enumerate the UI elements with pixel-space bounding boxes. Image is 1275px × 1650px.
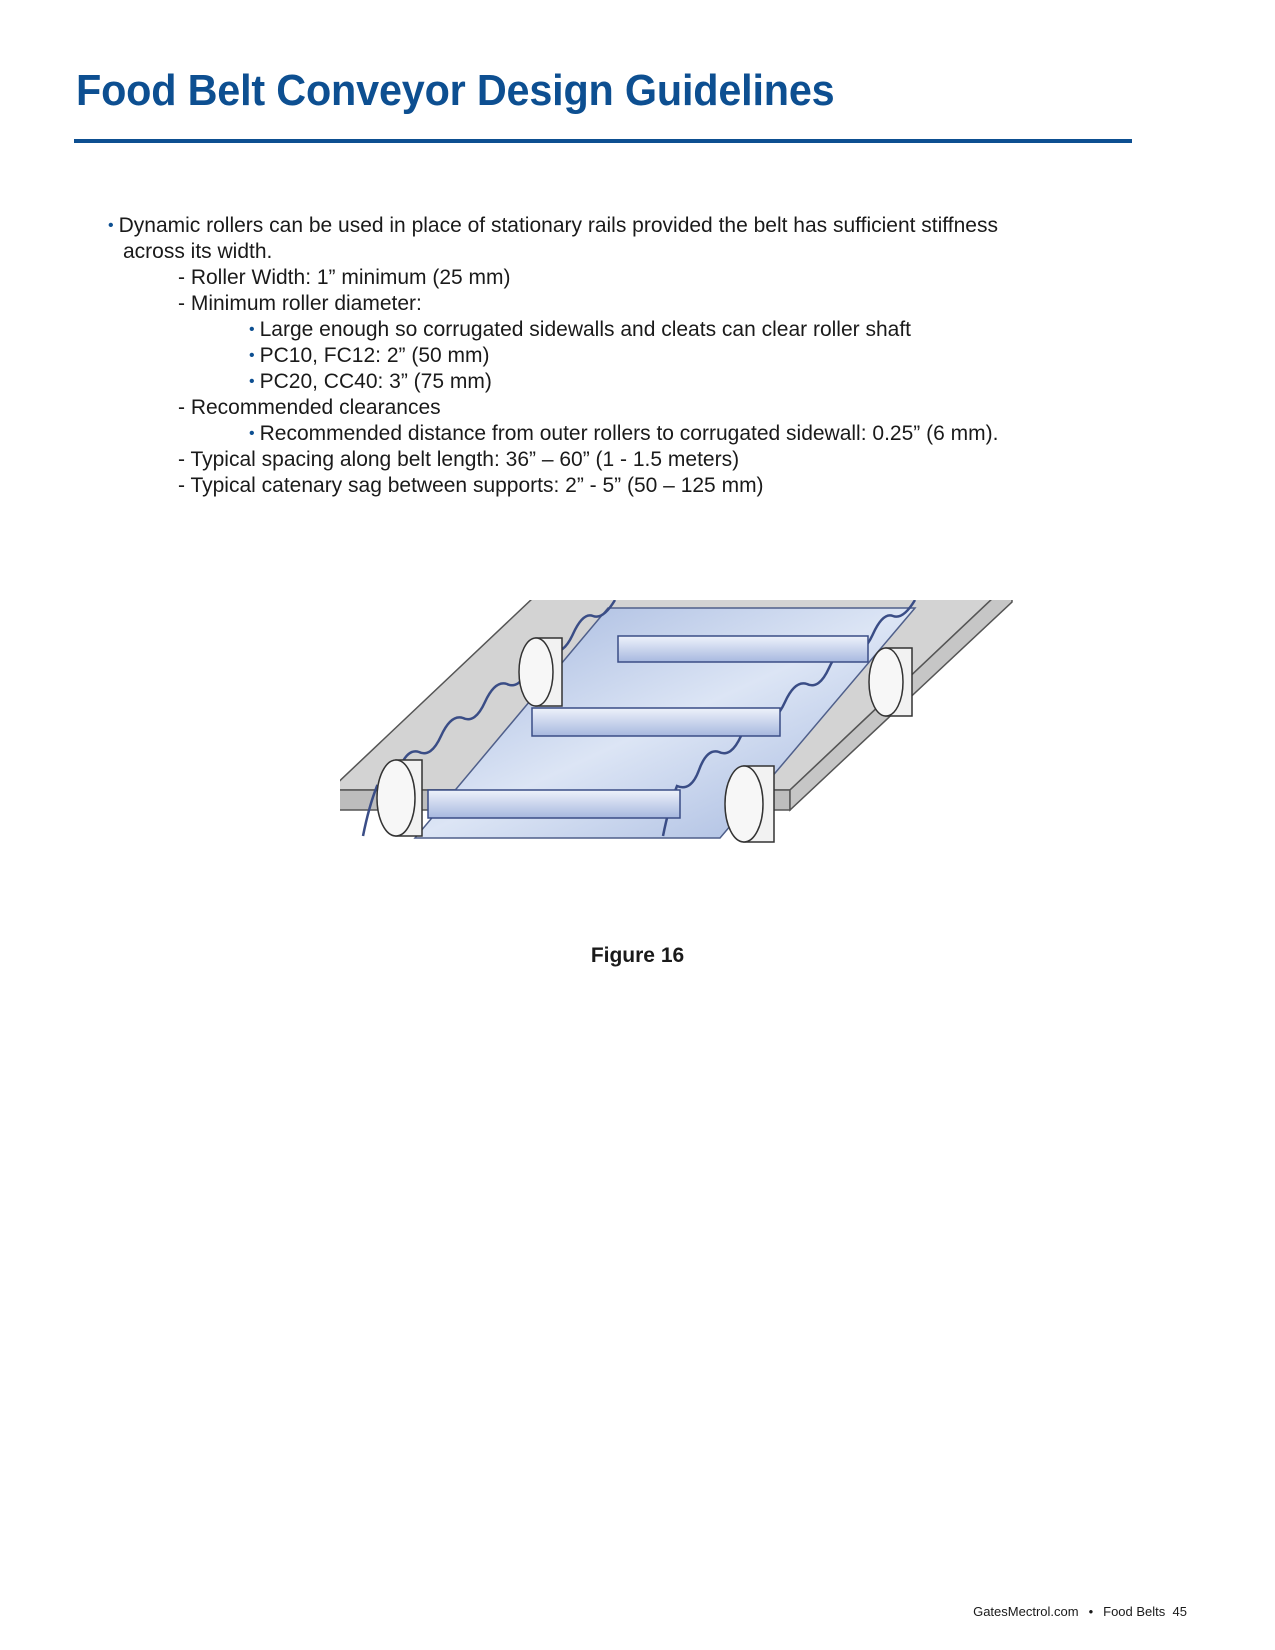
main-bullet-continuation: across its width. bbox=[123, 240, 273, 263]
bullet-icon: • bbox=[249, 425, 255, 442]
diameter-subitem: • Large enough so corrugated sidewalls and cleats can clear roller shaft bbox=[249, 318, 911, 341]
roller bbox=[725, 766, 774, 842]
diameter-subitem: • PC20, CC40: 3” (75 mm) bbox=[249, 370, 492, 393]
clearance-subitem: • Recommended distance from outer rollers to corrugated sidewall: 0.25” (6 mm). bbox=[249, 422, 999, 445]
roller-width-item: - Roller Width: 1” minimum (25 mm) bbox=[178, 266, 511, 289]
bullet-icon: • bbox=[249, 321, 255, 338]
roller bbox=[869, 648, 912, 716]
footer-section: Food Belts bbox=[1103, 1604, 1166, 1619]
sag-item: - Typical catenary sag between supports: 2” - 5” (50 – 125 mm) bbox=[178, 474, 764, 497]
bullet-icon: • bbox=[108, 217, 114, 234]
main-bullet-text: Dynamic rollers can be used in place of stationary rails provided the belt has sufficient stiffness bbox=[118, 214, 998, 237]
bullet-icon: • bbox=[249, 347, 255, 364]
footer-site: GatesMectrol.com bbox=[973, 1604, 1079, 1619]
roller bbox=[377, 760, 422, 836]
title-rule bbox=[74, 139, 1132, 143]
conveyor-roller-illustration bbox=[340, 600, 1070, 910]
main-bullet-line bbox=[108, 212, 998, 241]
clearances-item: - Recommended clearances bbox=[178, 396, 441, 419]
spacing-item: - Typical spacing along belt length: 36” – 60” (1 - 1.5 meters) bbox=[178, 448, 740, 471]
roller bbox=[519, 638, 562, 706]
page-number: 45 bbox=[1172, 1604, 1187, 1619]
footer-separator: • bbox=[1088, 1604, 1094, 1619]
page-title: Food Belt Conveyor Design Guidelines bbox=[76, 66, 835, 115]
bullet-icon: • bbox=[249, 373, 255, 390]
diameter-subitem: • PC10, FC12: 2” (50 mm) bbox=[249, 344, 490, 367]
page-footer bbox=[973, 1604, 1187, 1619]
figure-caption: Figure 16 bbox=[590, 944, 685, 967]
min-diameter-item: - Minimum roller diameter: bbox=[178, 292, 422, 315]
